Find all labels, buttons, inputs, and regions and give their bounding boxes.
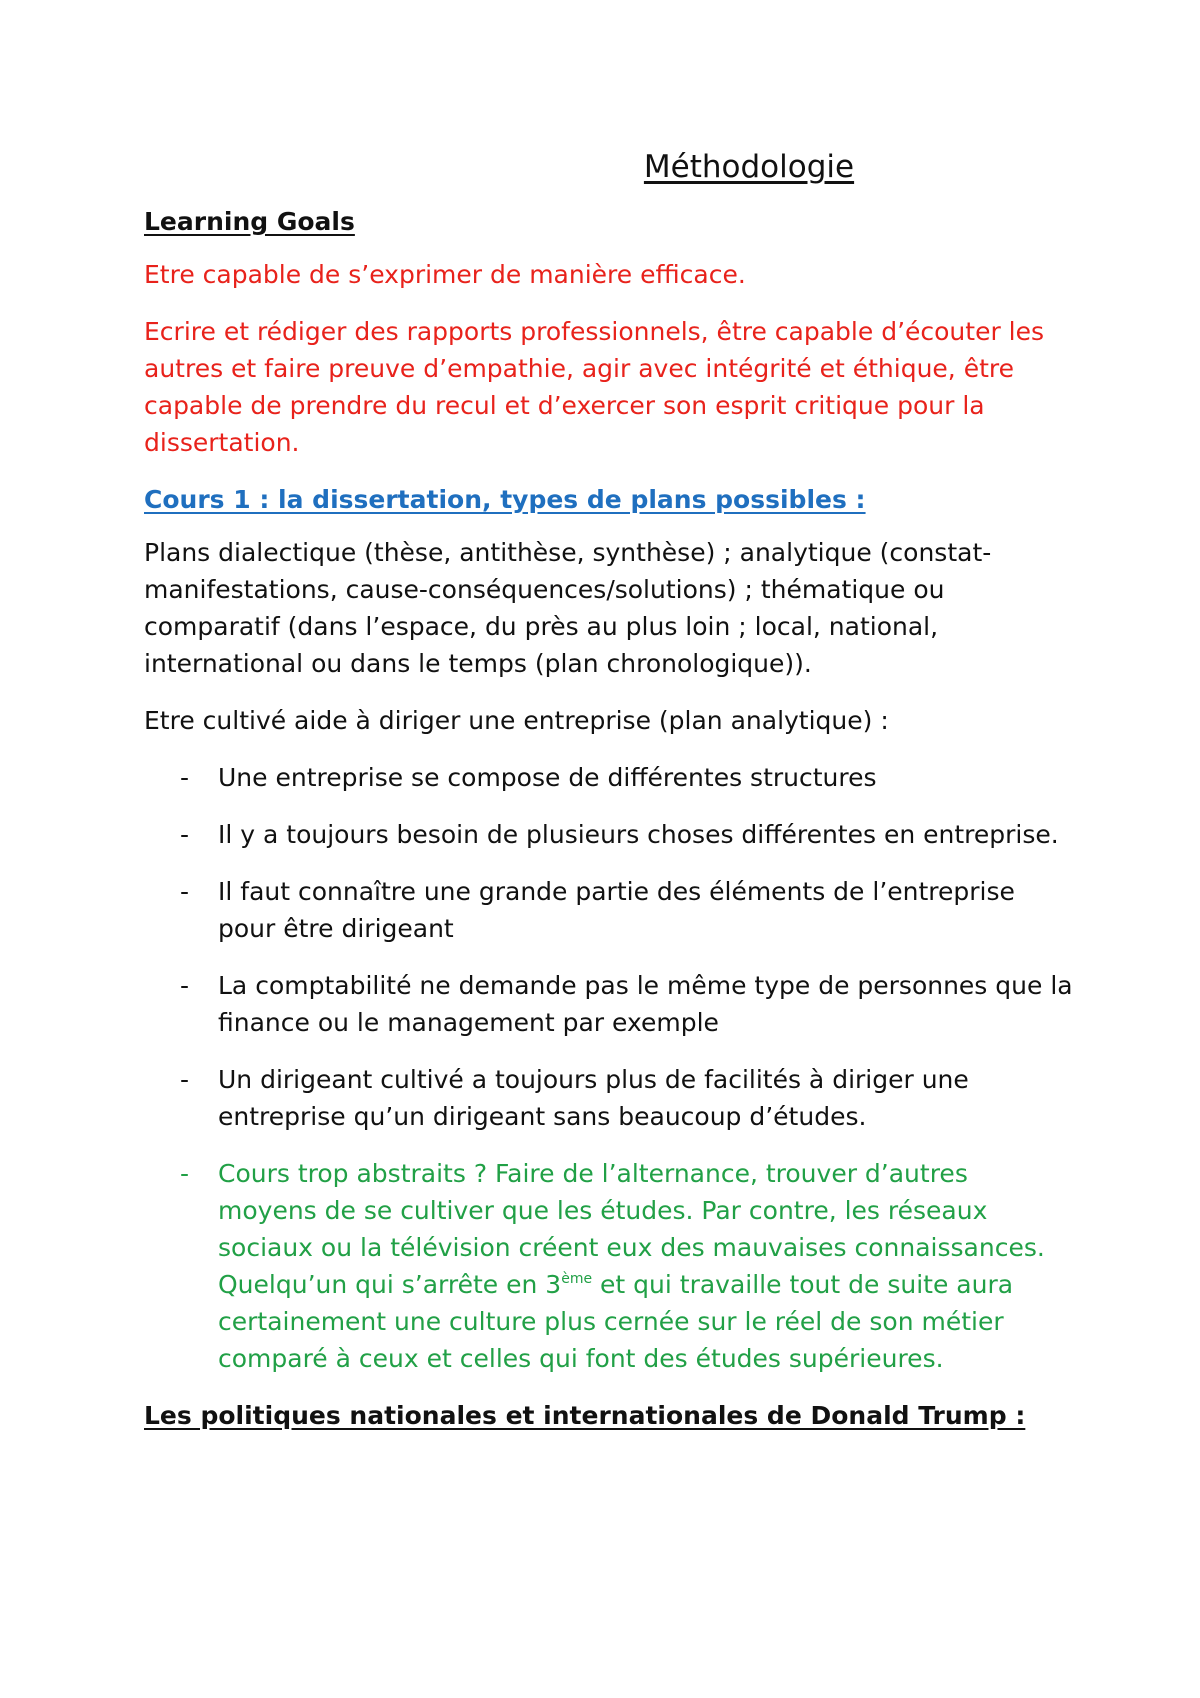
dash-marker: - (180, 877, 190, 906)
cultivated-intro: Etre cultivé aide à diriger une entreprise (plan analytique) : (144, 706, 889, 735)
trump-section-heading: Les politiques nationales et internationales de Donald Trump : (144, 1401, 1026, 1430)
superscript-eme: ème (561, 1271, 593, 1287)
list-item-green (144, 1155, 1074, 1377)
bullet-list (144, 759, 1074, 1377)
green-text-part-2: et qui travaille tout de suite aura certainement une culture plus cernée sur le réel de son métier comparé à ceux et celles qui font des études supérieures. (218, 1270, 1014, 1373)
list-item-text: Une entreprise se compose de différentes structures (218, 763, 877, 792)
list-item-text: Il faut connaître une grande partie des éléments de l’entreprise pour être dirigeant (218, 877, 1015, 943)
document-body (144, 145, 1074, 1450)
list-item (144, 1061, 1074, 1135)
cours1-heading: Cours 1 : la dissertation, types de plans possibles : (144, 485, 866, 514)
page-title: Méthodologie (643, 149, 855, 185)
plans-paragraph: Plans dialectique (thèse, antithèse, synthèse) ; analytique (constat-manifestations, cause-conséquences/solutions) ; thématique ou comparatif (dans l’espace, du près au plus loin ; local, national, international ou dans le temps (plan chronologique)). (144, 538, 992, 678)
dash-marker: - (180, 1065, 190, 1094)
list-item (144, 967, 1074, 1041)
list-item-text: Il y a toujours besoin de plusieurs choses différentes en entreprise. (218, 820, 1059, 849)
list-item-text: Un dirigeant cultivé a toujours plus de facilités à diriger une entreprise qu’un dirigeant sans beaucoup d’études. (218, 1065, 969, 1131)
green-text-part-1: Cours trop abstraits ? Faire de l’alternance, trouver d’autres moyens de se cultiver que les études. Par contre, les réseaux sociaux ou la télévision créent eux des mauvaises connaissances. Quelqu’un qui s’arrête en 3 (218, 1159, 1045, 1299)
list-item (144, 816, 1074, 853)
dash-marker: - (180, 1159, 190, 1188)
dash-marker: - (180, 763, 190, 792)
dash-marker: - (180, 820, 190, 849)
learning-goal-paragraph-1: Etre capable de s’exprimer de manière efficace. (144, 260, 746, 289)
list-item-text: La comptabilité ne demande pas le même type de personnes que la finance ou le management par exemple (218, 971, 1073, 1037)
list-item (144, 873, 1074, 947)
learning-goals-heading: Learning Goals (144, 207, 355, 236)
dash-marker: - (180, 971, 190, 1000)
list-item (144, 759, 1074, 796)
learning-goal-paragraph-2: Ecrire et rédiger des rapports professionnels, être capable d’écouter les autres et faire preuve d’empathie, agir avec intégrité et éthique, être capable de prendre du recul et d’exercer son esprit critique pour la dissertation. (144, 317, 1045, 457)
